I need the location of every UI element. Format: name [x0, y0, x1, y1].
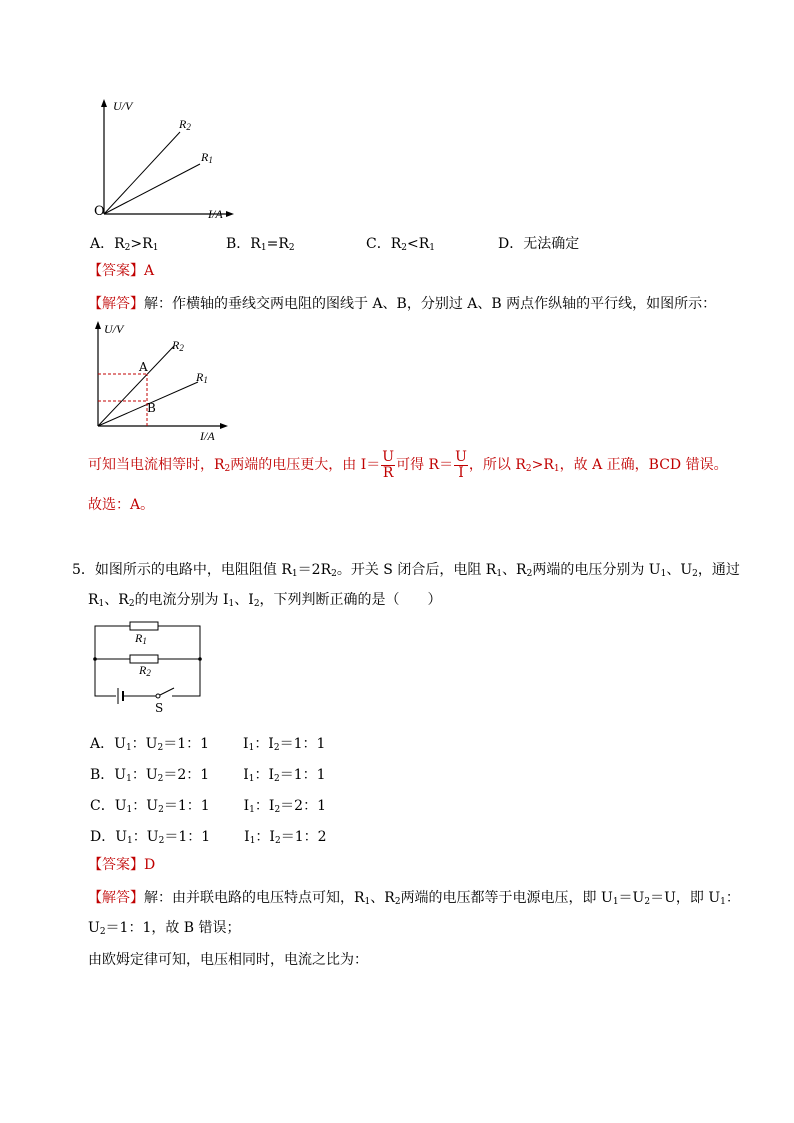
- graph2-point-b: B: [147, 401, 156, 415]
- fraction-u-over-r: $\frac{U}{R}$: [382, 449, 395, 481]
- analysis-tag: 【解答】: [88, 890, 144, 906]
- q5-stem-line2: $R_1$、$R_2$的电流分别为 $I_1$、$I_2$，下列判断正确的是（ ）: [88, 592, 442, 609]
- graph1-origin-label: O: [94, 204, 105, 219]
- junction-left: [93, 657, 97, 661]
- graph1-y-label: U/V: [113, 99, 133, 113]
- q4-option-d[interactable]: D．无法确定: [498, 236, 580, 252]
- answer-tag: 【答案】: [88, 263, 144, 279]
- q4-option-a[interactable]: A．$R_2>R_1$: [90, 236, 159, 253]
- q4-analysis: [88, 297, 716, 311]
- graph1-r2-label: $R_2$: [179, 117, 191, 132]
- circuit-r2-label: $R_2$: [139, 663, 151, 678]
- y-axis-arrow: [101, 99, 107, 107]
- q5-option-a[interactable]: A．$U_1$：$U_2=1$：1 $I_1$：$I_2=1$：1: [90, 736, 326, 753]
- q5-stem-line1: 5．如图所示的电路中，电阻阻值 $R_1=2R_2$。开关 S 闭合后，电阻 $R_1$、$R_2$两端的电压分别为 $U_1$、$U_2$，通过: [72, 562, 740, 579]
- q5-analysis-line2: $U_2=1$：1，故 B 错误；: [88, 920, 241, 937]
- graph2-x-label: I/A: [200, 429, 215, 443]
- switch-pivot: [156, 694, 160, 698]
- q5-option-b[interactable]: B．$U_1$：$U_2=2$：1 $I_1$：$I_2=1$：1: [90, 767, 326, 784]
- answer-tag: 【答案】: [88, 857, 144, 873]
- answer-value: D: [144, 857, 156, 873]
- circuit-r1-label: $R_1$: [135, 631, 147, 646]
- q5-analysis-line1: 【解答】解：由并联电路的电压特点可知，$R_1$、$R_2$两端的电压都等于电源电压，即 $U_1=U_2=U$，即 $U_1$：: [88, 890, 740, 907]
- resistor-r1: [130, 622, 158, 630]
- fraction-u-over-i: $\frac{U}{I}$: [455, 449, 467, 481]
- analysis-text: 解：作横轴的垂线交两电阻的图线于 A、B，分别过 A、B 两点作纵轴的平行线，如图所示：: [144, 296, 717, 312]
- q5-option-d[interactable]: D．$U_1$：$U_2=1$：1 $I_1$：$I_2=1$：2: [90, 829, 327, 846]
- resistor-r2: [130, 655, 158, 663]
- q5-option-c[interactable]: C．$U_1$：$U_2=1$：1 $I_1$：$I_2=2$：1: [90, 798, 326, 815]
- graph1-r1-label: $R_1$: [201, 150, 213, 165]
- q4-final: 故选：A。: [88, 497, 155, 513]
- graph2-r1-label: $R_1$: [196, 370, 208, 385]
- y-axis-arrow: [95, 321, 101, 329]
- analysis-tag: 【解答】: [88, 296, 144, 312]
- junction-right: [198, 657, 202, 661]
- q5-answer: [88, 858, 155, 872]
- answer-value: A: [144, 263, 155, 279]
- q4-conclusion: 可知当电流相等时，$R_2$两端的电压更大，由 I＝ $\frac{U}{R}$ 可得 R＝ $\frac{U}{I}$ ，所以 $R_2>R_1$，故 A 正确，BCD 错误。: [88, 449, 728, 481]
- q5-analysis-line3: 由欧姆定律可知，电压相同时，电流之比为：: [88, 952, 368, 968]
- q4-answer: [88, 264, 154, 278]
- q4-option-b[interactable]: B．$R_1=R_2$: [226, 236, 295, 253]
- q4-option-c[interactable]: C．$R_2<R_1$: [366, 236, 436, 253]
- graph1-x-label: I/A: [208, 207, 223, 221]
- graph2-y-label: U/V: [104, 322, 124, 336]
- r2-line: [104, 132, 180, 214]
- graph2-point-a: A: [139, 360, 148, 374]
- graph2-r2-label: $R_2$: [172, 338, 184, 353]
- x-axis-arrow: [220, 423, 228, 429]
- r1-line: [104, 164, 200, 214]
- r2-line: [98, 346, 174, 426]
- u-i-graph-2: [86, 318, 236, 438]
- question-number: 5．: [72, 562, 95, 578]
- x-axis-arrow: [226, 211, 234, 217]
- circuit-switch-label: S: [155, 701, 164, 715]
